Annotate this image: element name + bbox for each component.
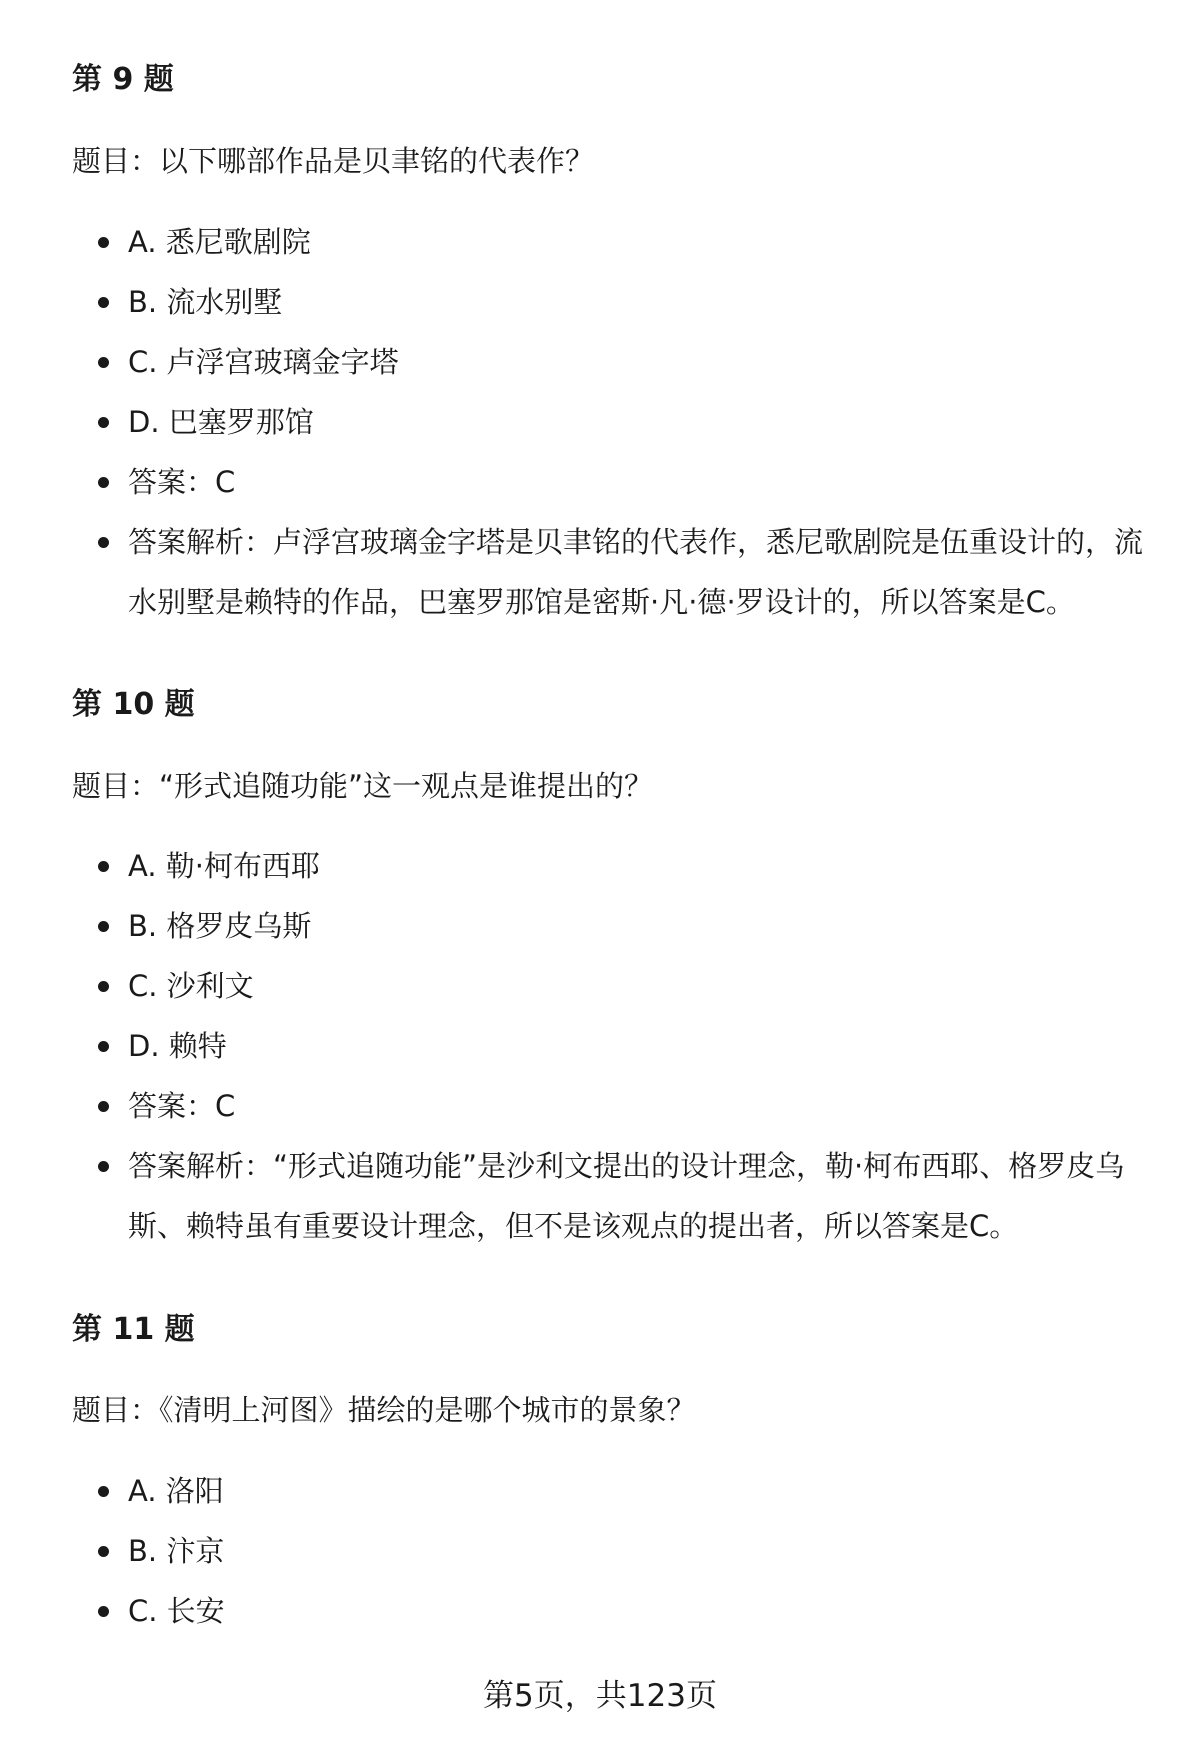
question-heading: 第 11 题 [72, 1312, 195, 1347]
option-text: B. 汴京 [128, 1534, 225, 1568]
list-item [0, 212, 1200, 272]
bullet-icon [98, 357, 109, 368]
option-text: A. 勒·柯布西耶 [128, 849, 320, 883]
option-list [0, 1461, 1200, 1641]
option-text: A. 洛阳 [128, 1474, 224, 1508]
bullet-icon [98, 477, 109, 488]
list-item [0, 392, 1200, 452]
bullet-icon [98, 921, 109, 932]
question-heading: 第 9 题 [72, 62, 174, 97]
option-text: C. 沙利文 [128, 969, 254, 1003]
bullet-icon [98, 1486, 109, 1497]
option-text: B. 格罗皮乌斯 [128, 909, 312, 943]
bullet-icon [98, 537, 109, 548]
bullet-icon [98, 417, 109, 428]
list-item [0, 896, 1200, 956]
answer-text: 答案：C [128, 1089, 236, 1123]
bullet-icon [98, 1101, 109, 1112]
bullet-icon [98, 237, 109, 248]
list-item [0, 272, 1200, 332]
page-footer: 第5页，共123页 [483, 1678, 717, 1714]
answer-text: 答案：C [128, 465, 236, 499]
option-text: C. 卢浮宫玻璃金字塔 [128, 345, 399, 379]
option-text: A. 悉尼歌剧院 [128, 225, 311, 259]
question-heading: 第 10 题 [72, 687, 195, 722]
bullet-icon [98, 1161, 109, 1172]
question-stem: 题目：“形式追随功能”这一观点是谁提出的？ [72, 769, 654, 803]
question-stem: 题目：《清明上河图》描绘的是哪个城市的景象？ [72, 1393, 696, 1427]
bullet-icon [98, 1606, 109, 1617]
list-item [0, 836, 1200, 896]
list-item [0, 956, 1200, 1016]
option-text: B. 流水别墅 [128, 285, 283, 319]
bullet-icon [98, 1546, 109, 1557]
option-list [0, 212, 1200, 632]
question-stem: 题目：以下哪部作品是贝聿铭的代表作？ [72, 144, 595, 178]
list-item [0, 1076, 1200, 1136]
option-text: D. 赖特 [128, 1029, 227, 1063]
option-text: D. 巴塞罗那馆 [128, 405, 314, 439]
explanation-text: 答案解析：卢浮宫玻璃金字塔是贝聿铭的代表作，悉尼歌剧院是伍重设计的，流水别墅是赖特的作品，巴塞罗那馆是密斯·凡·德·罗设计的，所以答案是C。 [128, 525, 1144, 619]
list-item [0, 1136, 1200, 1256]
bullet-icon [98, 981, 109, 992]
bullet-icon [98, 861, 109, 872]
list-item [0, 452, 1200, 512]
list-item [0, 1581, 1200, 1641]
list-item [0, 1461, 1200, 1521]
option-text: C. 长安 [128, 1594, 225, 1628]
list-item [0, 332, 1200, 392]
bullet-icon [98, 297, 109, 308]
explanation-text: 答案解析：“形式追随功能”是沙利文提出的设计理念，勒·柯布西耶、格罗皮乌斯、赖特虽有重要设计理念，但不是该观点的提出者，所以答案是C。 [128, 1149, 1125, 1243]
list-item [0, 1016, 1200, 1076]
list-item [0, 512, 1200, 632]
bullet-icon [98, 1041, 109, 1052]
list-item [0, 1521, 1200, 1581]
option-list [0, 836, 1200, 1256]
